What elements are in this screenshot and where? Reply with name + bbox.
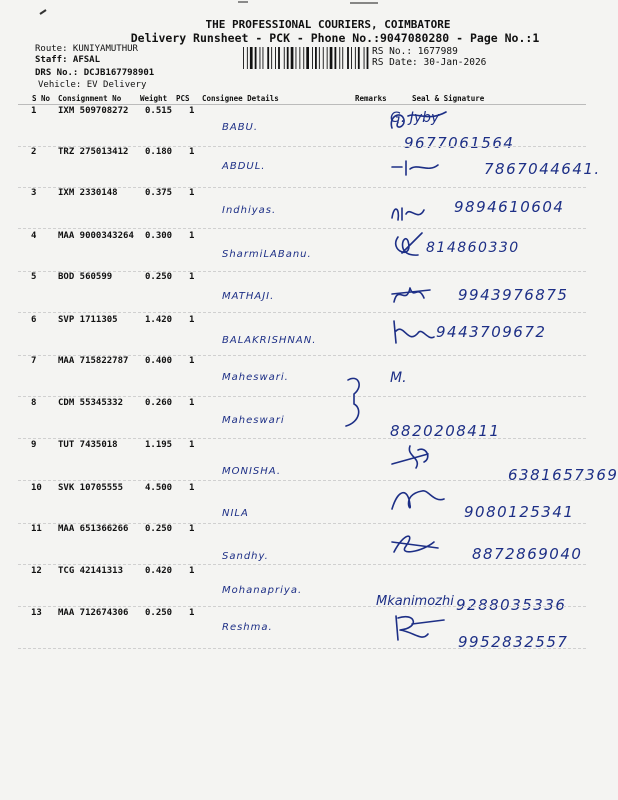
signature-scribble (388, 485, 448, 517)
row-divider (18, 648, 586, 649)
barcode-bar (291, 47, 294, 69)
weight-value: 1.195 (145, 440, 173, 450)
consignee-name: Indhiyas. (222, 205, 277, 216)
remark-bracket-mark (340, 372, 370, 432)
barcode-bar (278, 47, 280, 69)
consignment-number: SVP 1711305 (58, 315, 118, 325)
barcode-bar (319, 47, 320, 69)
col-header-sno: S No (32, 94, 51, 103)
consignment-number: IXM 509708272 (58, 106, 129, 116)
row-divider (18, 312, 586, 313)
pieces-count: 1 (189, 440, 195, 450)
barcode-bar (267, 47, 269, 69)
route-label: Route: KUNIYAMUTHUR (35, 44, 138, 54)
barcode-bar (327, 47, 328, 69)
barcode-bar (342, 47, 343, 69)
barcode-bar (303, 47, 304, 69)
consignee-name: Maheswari. (222, 372, 289, 383)
weight-value: 0.250 (145, 272, 173, 282)
weight-value: 4.500 (145, 483, 173, 493)
barcode-bar (247, 47, 248, 69)
barcode-bar (339, 47, 340, 69)
barcode-bar (315, 47, 317, 69)
barcode-image (243, 47, 367, 69)
weight-value: 0.180 (145, 147, 173, 157)
pieces-count: 1 (189, 272, 195, 282)
drs-number: DRS No.: DCJB167798901 (35, 68, 155, 78)
col-header-weight: Weight (140, 94, 168, 103)
barcode-bar (255, 47, 257, 69)
signature-text: Mkanimozhi (376, 594, 454, 609)
col-header-consignee: Consignee Details (202, 94, 279, 103)
receiver-phone-number: 9952832557 (458, 633, 569, 651)
signature-scribble (388, 280, 448, 312)
signature-stroke (392, 491, 444, 509)
weight-value: 0.375 (145, 188, 173, 198)
barcode-bar (260, 47, 261, 69)
barcode-bar (271, 47, 272, 69)
pieces-count: 1 (189, 398, 195, 408)
consignment-number: TCG 42141313 (58, 566, 124, 576)
barcode-bar (323, 47, 324, 69)
consignment-number: MAA 712674306 (58, 608, 129, 618)
rs-number: RS No.: 1677989 (372, 46, 458, 57)
col-header-remarks: Remarks (355, 94, 387, 103)
consignment-number: MAA 651366266 (58, 524, 129, 534)
consignee-name: MATHAJI. (222, 291, 275, 302)
top-edge-marks (0, 0, 600, 12)
rs-date: RS Date: 30-Jan-2026 (372, 57, 487, 68)
barcode-bar (284, 47, 285, 69)
receiver-phone-number: 7867044641. (484, 160, 601, 178)
serial-number: 8 (31, 398, 37, 408)
consignee-name: Reshma. (222, 622, 273, 633)
consignment-number: IXM 2330148 (58, 188, 118, 198)
barcode-bar (306, 47, 309, 69)
receiver-phone-number: 6381657369 (508, 466, 618, 484)
serial-number: 10 (31, 483, 42, 493)
consignment-number: SVK 10705555 (58, 483, 124, 493)
barcode-bar (287, 47, 289, 69)
serial-number: 2 (31, 147, 37, 157)
receiver-phone-number: 9894610604 (454, 198, 565, 216)
weight-value: 0.400 (145, 356, 173, 366)
signature-stroke (394, 321, 434, 343)
consignment-number: TUT 7435018 (58, 440, 118, 450)
weight-value: 1.420 (145, 315, 173, 325)
consignment-number: MAA 9000343264 (58, 231, 134, 241)
pieces-count: 1 (189, 524, 195, 534)
consignment-number: MAA 715822787 (58, 356, 129, 366)
receiver-phone-number: 8872869040 (472, 545, 583, 563)
row-divider (18, 228, 586, 229)
barcode-bar (296, 47, 297, 69)
serial-number: 5 (31, 272, 37, 282)
barcode-bar (312, 47, 313, 69)
receiver-phone-number: 9677061564 (404, 134, 515, 152)
consignment-number: BOD 560599 (58, 272, 113, 282)
row-divider (18, 438, 586, 439)
signature-stroke (392, 446, 428, 468)
receiver-phone-number: 8820208411 (390, 422, 501, 440)
barcode-bar (275, 47, 276, 69)
signature-scribble (388, 612, 448, 644)
signature-stroke (396, 616, 444, 640)
consignee-name: BABU. (222, 122, 259, 133)
consignee-name: ABDUL. (222, 161, 266, 172)
serial-number: 6 (31, 315, 37, 325)
barcode-bar (358, 47, 360, 69)
pieces-count: 1 (189, 106, 195, 116)
barcode-bar (263, 47, 264, 69)
barcode-bar (367, 47, 369, 69)
row-divider (18, 396, 586, 397)
barcode-bar (330, 47, 333, 69)
weight-value: 0.300 (145, 231, 173, 241)
consignment-number: TRZ 275013412 (58, 147, 129, 157)
consignee-name: MONISHA. (222, 466, 282, 477)
pieces-count: 1 (189, 483, 195, 493)
barcode-bar (355, 47, 356, 69)
weight-value: 0.250 (145, 608, 173, 618)
serial-number: 3 (31, 188, 37, 198)
col-header-seal: Seal & Signature (412, 94, 485, 103)
vehicle-label: Vehicle: EV Delivery (38, 80, 147, 90)
receiver-phone-number: 9443709672 (436, 323, 547, 341)
header-rule (18, 104, 586, 105)
pieces-count: 1 (189, 356, 195, 366)
pieces-count: 1 (189, 147, 195, 157)
serial-number: 7 (31, 356, 37, 366)
weight-value: 0.260 (145, 398, 173, 408)
receiver-phone-number: 9943976875 (458, 286, 569, 304)
barcode-bar (250, 47, 253, 69)
signature-stroke (392, 288, 430, 302)
weight-value: 0.515 (145, 106, 173, 116)
barcode-bar (351, 47, 352, 69)
serial-number: 13 (31, 608, 42, 618)
barcode-bar (243, 47, 244, 69)
serial-number: 4 (31, 231, 37, 241)
signature-stroke (392, 208, 424, 220)
signature-stroke (396, 233, 422, 255)
barcode-bar (364, 47, 365, 69)
consignee-name: Sandhy. (222, 551, 269, 562)
receiver-phone-number: 9080125341 (464, 503, 575, 521)
consignee-name: SharmiLABanu. (222, 249, 312, 260)
row-divider (18, 480, 586, 481)
receiver-phone-number: 9288035336 (456, 596, 567, 614)
signature-scribble (388, 444, 448, 476)
pieces-count: 1 (189, 231, 195, 241)
runsheet-title: Delivery Runsheet - PCK - Phone No.:9047080280 - Page No.:1 (130, 31, 540, 45)
signature-text: G. Jyby (390, 110, 440, 126)
row-divider (18, 606, 586, 607)
pieces-count: 1 (189, 566, 195, 576)
consignee-name: NILA (222, 508, 249, 519)
consignee-name: Mohanapriya. (222, 585, 303, 596)
consignment-number: CDM 55345332 (58, 398, 124, 408)
signature-stroke (392, 161, 438, 175)
barcode-bar (347, 47, 349, 69)
signature-stroke (392, 536, 438, 552)
signature-scribble (388, 530, 448, 562)
signature-scribble (388, 155, 448, 187)
col-header-pcs: PCS (176, 94, 190, 103)
barcode-bar (299, 47, 300, 69)
consignee-name: BALAKRISHNAN. (222, 335, 317, 346)
weight-value: 0.250 (145, 524, 173, 534)
row-divider (18, 564, 586, 565)
staff-label: Staff: AFSAL (35, 55, 101, 65)
col-header-consignment: Consignment No (58, 94, 122, 103)
consignee-name: Maheswari (222, 415, 285, 426)
signature-text: M. (390, 370, 407, 386)
pieces-count: 1 (189, 315, 195, 325)
signature-scribble (388, 198, 448, 230)
serial-number: 12 (31, 566, 42, 576)
serial-number: 9 (31, 440, 37, 450)
receiver-phone-number: 814860330 (426, 240, 520, 256)
pieces-count: 1 (189, 608, 195, 618)
serial-number: 11 (31, 524, 42, 534)
weight-value: 0.420 (145, 566, 173, 576)
serial-number: 1 (31, 106, 37, 116)
company-title: THE PROFESSIONAL COURIERS, COIMBATORE (205, 18, 451, 31)
barcode-bar (335, 47, 337, 69)
pieces-count: 1 (189, 188, 195, 198)
